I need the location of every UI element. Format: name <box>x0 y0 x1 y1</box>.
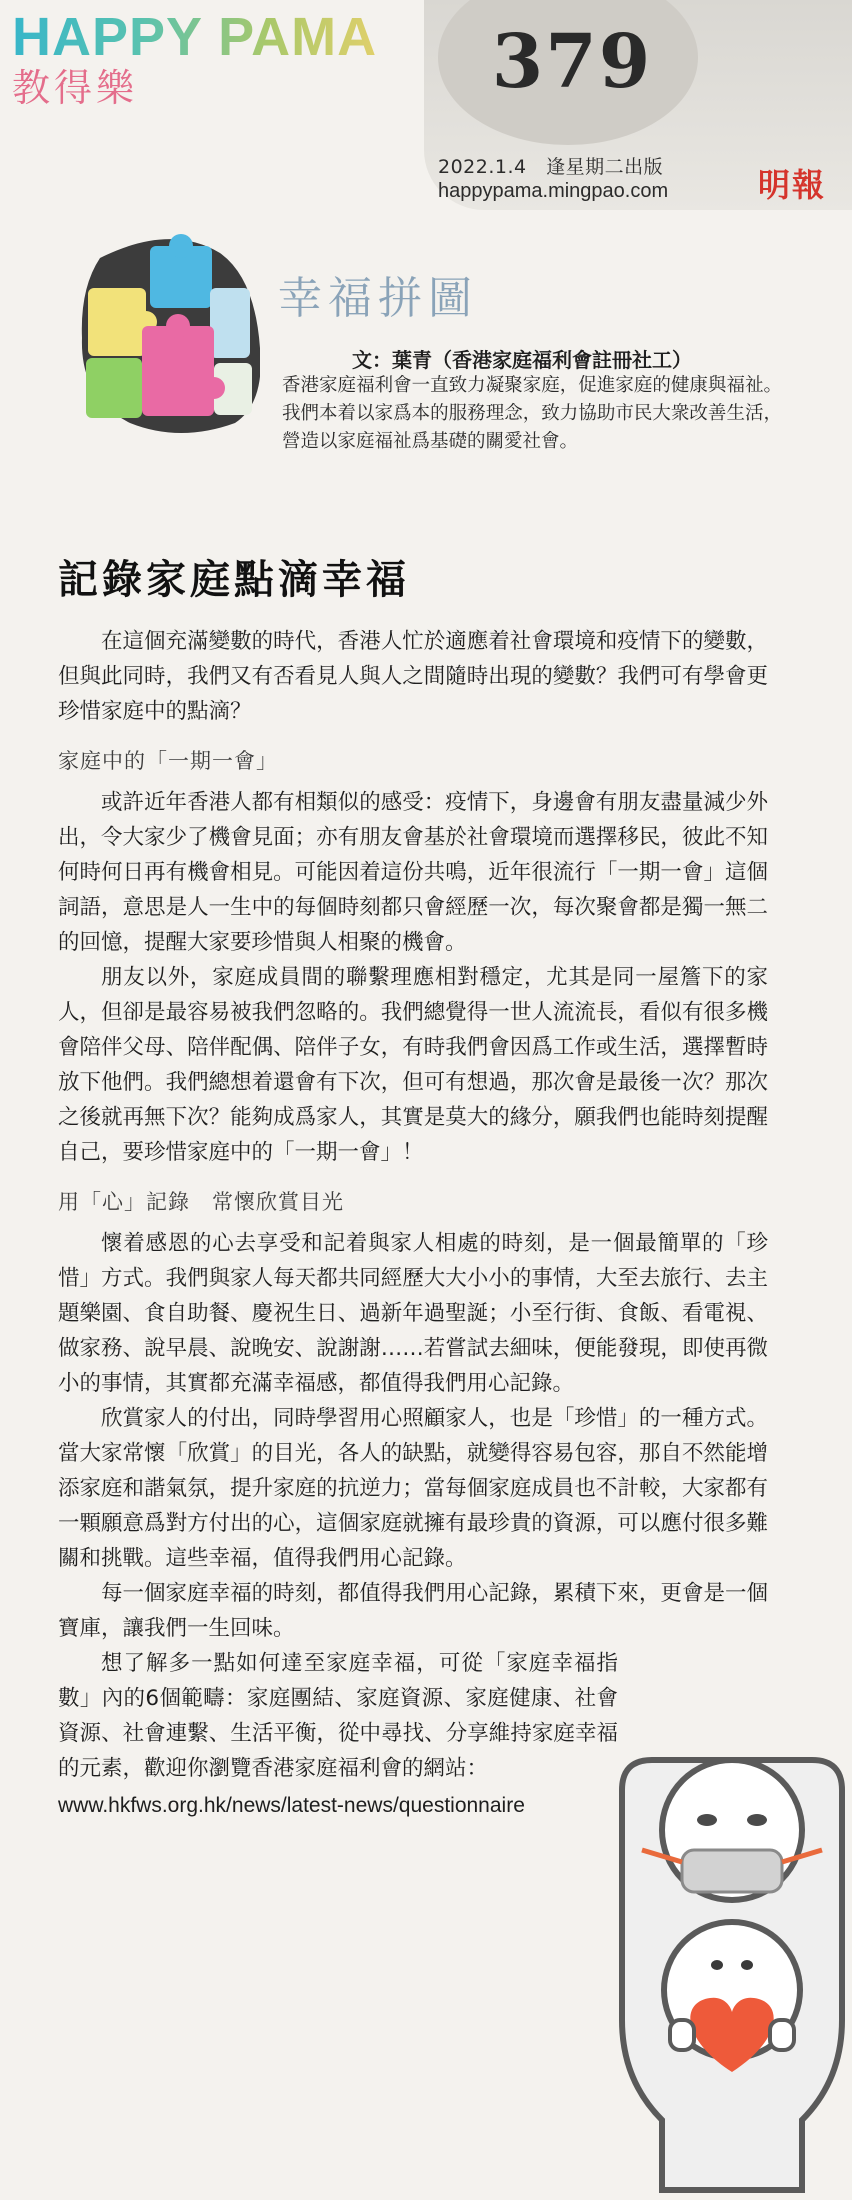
brand-block <box>12 7 378 110</box>
paragraph-6: 每一個家庭幸福的時刻，都值得我們用心記錄，累積下來，更會是一個寶庫，讓我們一生回味。 <box>58 1581 768 1641</box>
paragraph-7: 想了解多一點如何達至家庭幸福，可從「家庭幸福指數」內的6個範疇：家庭團結、家庭資源、家庭健康、社會資源、社會連繫、生活平衡，從中尋找、分享維持家庭幸福的元素，歡迎你瀏覽香港家庭福利會的網站： <box>58 1651 618 1781</box>
puzzle-icon <box>60 218 260 448</box>
article-headline: 記錄家庭點滴幸福 <box>58 556 410 603</box>
subhead-2: 用「心」記錄 常懷欣賞目光 <box>58 1190 344 1214</box>
paragraph-2: 或許近年香港人都有相類似的感受：疫情下，身邊會有朋友盡量減少外出，令大家少了機會見面；亦有朋友會基於社會環境而選擇移民，彼此不知何時何日再有機會相見。可能因着這份共鳴，近年很流行「一期一會」這個詞語，意思是人一生中的每個時刻都只會經歷一次，每次聚會都是獨一無二的回憶，提醒大家要珍惜與人相聚的機會。 <box>58 790 768 955</box>
publisher-logo: 明報 <box>758 166 827 204</box>
character-icon <box>612 1720 852 2200</box>
paragraph-1: 在這個充滿變數的時代，香港人忙於適應着社會環境和疫情下的變數，但與此同時，我們又有否看見人與人之間隨時出現的變數？我們可有學會更珍惜家庭中的點滴？ <box>58 629 768 724</box>
website-link[interactable]: happypama.mingpao.com <box>438 180 669 202</box>
paragraph-3: 朋友以外，家庭成員間的聯繫理應相對穩定，尤其是同一屋簷下的家人，但卻是最容易被我們忽略的。我們總覺得一世人流流長，看似有很多機會陪伴父母、陪伴配偶、陪伴子女，有時我們會因爲工作或生活，選擇暫時放下他們。我們總想着還會有下次，但可有想過，那次會是最後一次？那次之後就再無下次？能夠成爲家人，其實是莫大的緣分，願我們也能時刻提醒自己，要珍惜家庭中的「一期一會」！ <box>58 965 768 1165</box>
article-body <box>58 624 768 1823</box>
paragraph-5: 欣賞家人的付出，同時學習用心照顧家人，也是「珍惜」的一種方式。當大家常懷「欣賞」的目光，各人的缺點，就變得容易包容，那自不然能增添家庭和諧氣氛，提升家庭的抗逆力；當每個家庭成員也不計較，大家都有一顆願意爲對方付出的心，這個家庭就擁有最珍貴的資源，可以應付很多難關和挑戰。這些幸福，值得我們用心記錄。 <box>58 1406 768 1571</box>
issue-number: 379 <box>491 19 653 105</box>
column-intro: 香港家庭福利會一直致力凝聚家庭，促進家庭的健康與福祉。我們本着以家爲本的服務理念，致力協助市民大衆改善生活，營造以家庭福祉爲基礎的關愛社會。 <box>282 375 782 452</box>
brand-subtitle: 教得樂 <box>12 66 139 110</box>
brand-title: HAPPY PAMA <box>12 7 378 67</box>
column-title: 幸福拼圖 <box>278 273 478 324</box>
questionnaire-link[interactable]: www.hkfws.org.hk/news/latest-news/questionnaire <box>58 1794 525 1817</box>
article-byline: 文：葉青（香港家庭福利會註冊社工） <box>352 348 692 372</box>
subhead-1: 家庭中的「一期一會」 <box>58 749 278 773</box>
paragraph-4: 懷着感恩的心去享受和記着與家人相處的時刻，是一個最簡單的「珍惜」方式。我們與家人每天都共同經歷大大小小的事情，大至去旅行、去主題樂園、食自助餐、慶祝生日、過新年過聖誕；小至行街、食飯、看電視、做家務、說早晨、說晚安、說謝謝……若嘗試去細味，便能發現，即使再微小的事情，其實都充滿幸福感，都值得我們用心記錄。 <box>58 1231 768 1396</box>
issue-date: 2022.1.4 逢星期二出版 <box>438 156 664 178</box>
